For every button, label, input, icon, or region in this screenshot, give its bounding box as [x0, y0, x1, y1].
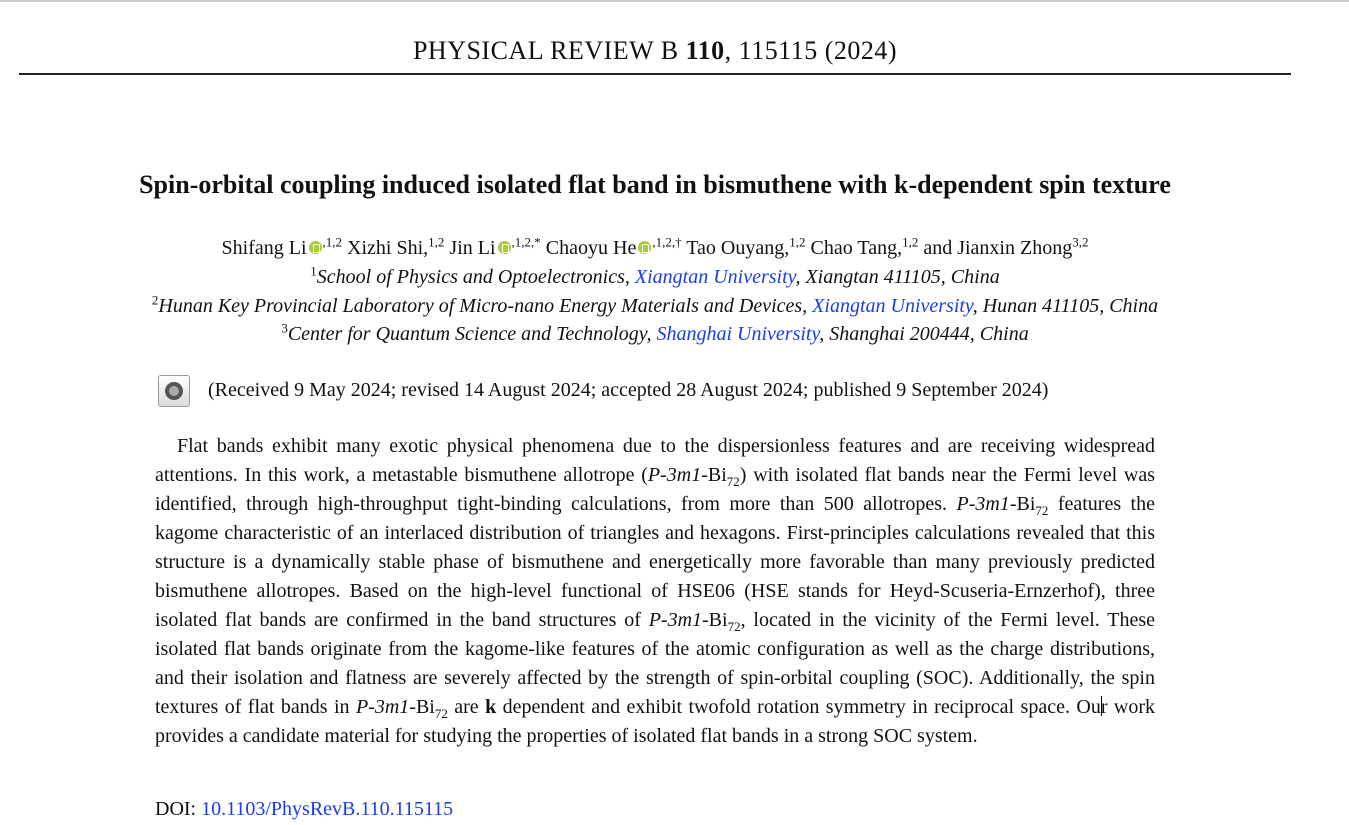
affiliation-location: , Shanghai 200444, China	[819, 323, 1029, 345]
formula-subscript: 72	[434, 706, 448, 721]
author-affil[interactable]: 1,2	[902, 234, 919, 250]
formula-subscript: 72	[727, 619, 741, 634]
journal-header	[0, 36, 1310, 66]
affiliation-location: , Xiangtan 411105, China	[795, 266, 1000, 288]
doi-line	[155, 798, 453, 821]
abstract-text: , located in the vicinity of the Fermi level. These isolated flat bands originate from the kagome-like features of the atomic configuration as well as the charge distributions, and their isolation and flatness are severely affected by the strength of spin-orbital coupling (SOC). Additionally, the spin textures of flat bands in	[155, 609, 1155, 718]
journal-volume: 110	[685, 36, 725, 65]
journal-name: PHYSICAL REVIEW B	[412, 36, 679, 65]
author-affil[interactable]: 3,2	[1072, 234, 1089, 250]
affiliation-link[interactable]: Xiangtan University	[812, 295, 973, 317]
affiliation-text: Hunan Key Provincial Laboratory of Micro-nano Energy Materials and Devices,	[158, 295, 813, 317]
abstract	[155, 432, 1155, 751]
affiliation-location: , Hunan 411105, China	[972, 295, 1159, 317]
affiliation-link[interactable]: Shanghai University	[656, 323, 820, 345]
formula-subscript: 72	[1035, 503, 1049, 518]
author-name[interactable]: Chaoyu He	[545, 237, 637, 259]
author-list	[0, 234, 1310, 260]
abstract-text: r work provides a candidate material for studying the properties of isolated flat bands in a strong SOC system.	[155, 696, 1156, 747]
author-name: Xizhi Shi,	[347, 237, 429, 259]
formula-italic: P-3m1	[355, 696, 410, 718]
affiliation-number: 2	[151, 292, 159, 308]
affiliation-link[interactable]: Xiangtan University	[634, 266, 796, 288]
formula-subscript: 72	[726, 474, 740, 489]
author-affil[interactable]: 1,2	[789, 234, 806, 250]
abstract-text: are	[447, 696, 486, 718]
header-rule	[19, 73, 1291, 75]
abstract-text: features the kagome characteristic of an interlaced distribution of triangles and hexagons. First-principles calculations revealed that this structure is a dynamically stable phase of bismuthene and energetically more favorable than many previously predicted bismuthene allotropes. Based on the high-level functional of HSE06 (HSE stands for Heyd-Scuseria-Ernzerhof), three isolated flat bands are confirmed in the band structures of	[155, 493, 1155, 631]
abstract-text: Flat bands exhibit many exotic physical phenomena due to the dispersionless features and are receiving widespread attentions. In this work, a metastable bismuthene allotrope (	[155, 435, 1155, 486]
affiliation-text: School of Physics and Optoelectronics,	[316, 266, 635, 288]
top-border	[0, 0, 1349, 2]
author-name[interactable]: Jin Li	[449, 237, 496, 259]
affiliation-2	[0, 292, 1310, 318]
formula-italic: P-3m1	[956, 493, 1010, 515]
abstract-text: ) with isolated flat bands near the Fermi level was identified, through high-throughput tight-binding calculations, from more than 500 allotropes.	[155, 464, 1155, 515]
formula-base: -Bi	[1009, 493, 1036, 515]
check-for-updates-icon[interactable]	[158, 375, 190, 407]
author-name: Tao Ouyang,	[686, 237, 790, 259]
formula-base: -Bi	[409, 696, 435, 718]
paper-title: Spin-orbital coupling induced isolated flat band in bismuthene with k-dependent spin texture	[139, 170, 1171, 199]
orcid-icon[interactable]	[498, 241, 511, 254]
author-name: Chao Tang,	[810, 237, 903, 259]
affiliation-1	[0, 263, 1310, 289]
affiliation-3	[0, 320, 1310, 346]
formula-base: -Bi	[702, 609, 728, 631]
affiliation-text: Center for Quantum Science and Technology,	[287, 323, 657, 345]
author-name: and Jianxin Zhong	[923, 237, 1073, 259]
abstract-text: dependent and exhibit twofold rotation symmetry in reciprocal space. Ou	[496, 696, 1101, 718]
formula-italic: P-3m1	[647, 464, 702, 486]
received-dates: (Received 9 May 2024; revised 14 August 2024; accepted 28 August 2024; published 9 September 2024)	[208, 379, 1049, 401]
author-affil[interactable]: 1,2	[428, 234, 445, 250]
author-affil[interactable]: ,1,2,*	[511, 234, 541, 250]
author-affil[interactable]: ,1,2	[322, 234, 343, 250]
affiliation-number: 1	[310, 263, 317, 279]
affiliation-number: 3	[281, 320, 288, 336]
doi-link[interactable]: 10.1103/PhysRevB.110.115115	[201, 798, 454, 820]
author-affil[interactable]: ,1,2,†	[652, 234, 682, 250]
orcid-icon[interactable]	[638, 241, 651, 254]
formula-italic: P-3m1	[648, 609, 703, 631]
journal-article-info: , 115115 (2024)	[724, 36, 898, 65]
formula-base: -Bi	[701, 464, 727, 486]
author-name[interactable]: Shifang Li	[221, 237, 307, 259]
orcid-icon[interactable]	[309, 241, 322, 254]
doi-label: DOI:	[155, 798, 202, 820]
bold-k: k	[485, 696, 497, 718]
